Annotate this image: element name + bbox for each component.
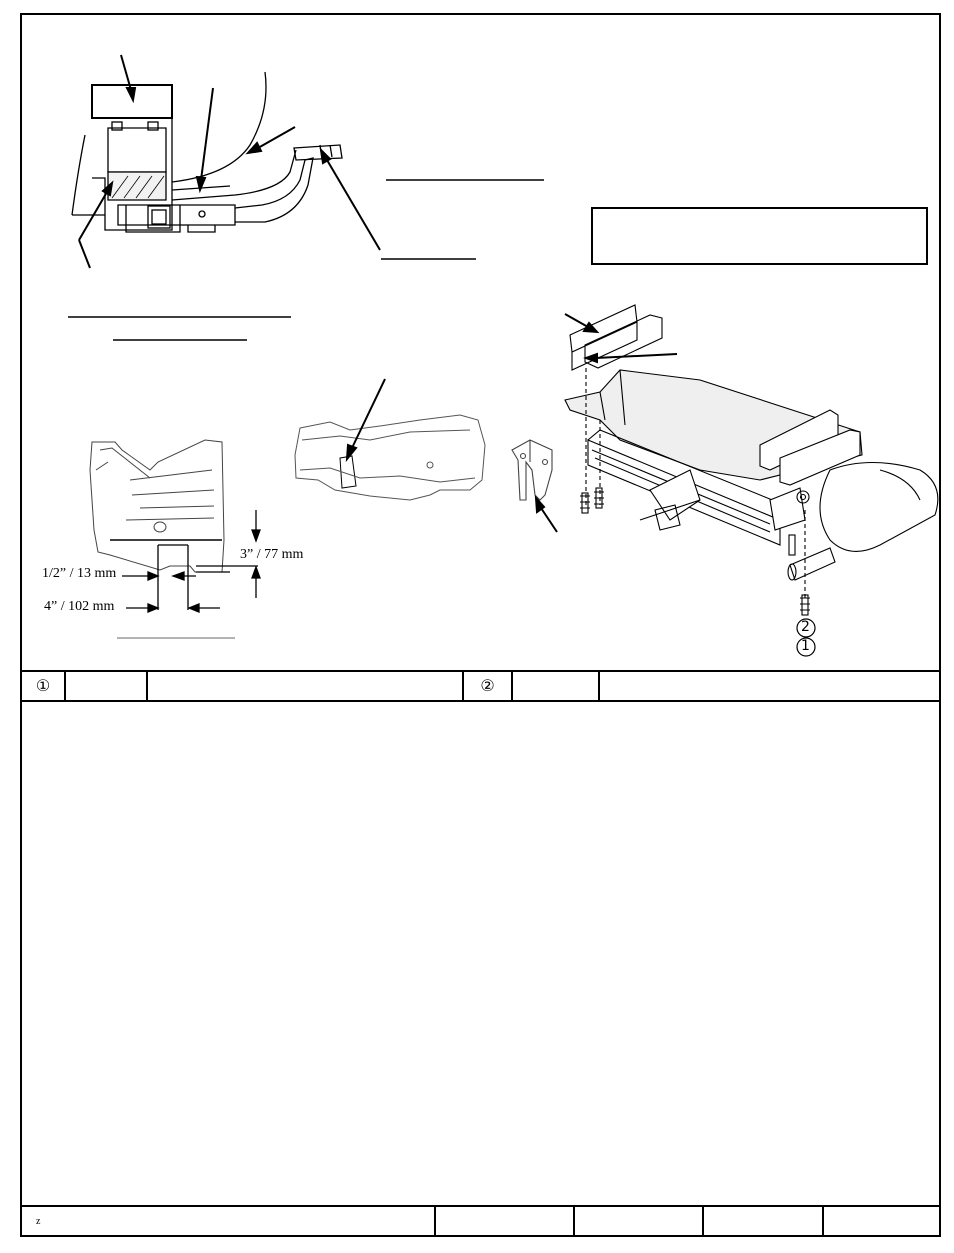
part-desc-2 — [599, 671, 940, 701]
bracket-drawing — [512, 440, 552, 500]
heat-shield-installed-drawing — [295, 415, 485, 500]
callout-2: 2 — [801, 619, 810, 635]
heat-shield-arrow — [347, 379, 385, 459]
dimension-height: 3” / 77 mm — [240, 547, 304, 562]
part-symbol-1: ① — [21, 671, 65, 701]
exhaust-detail-drawing — [72, 72, 342, 232]
footer-cell-5 — [823, 1206, 940, 1236]
parts-table — [20, 670, 941, 702]
part-desc-1 — [147, 671, 463, 701]
part-qty-2 — [512, 671, 599, 701]
footer-cell-1: z — [21, 1206, 435, 1236]
part-symbol-2: ② — [463, 671, 512, 701]
parts-row — [21, 671, 940, 701]
heat-shield-template-drawing — [90, 440, 258, 610]
dimension-small-gap: 1/2” / 13 mm — [42, 566, 117, 581]
dimension-width: 4” / 102 mm — [44, 599, 115, 614]
footer-row — [21, 1206, 940, 1236]
footer-cell-3 — [574, 1206, 703, 1236]
hitch-install-drawing — [565, 305, 938, 615]
footer-table — [20, 1205, 941, 1237]
footer-cell-4 — [703, 1206, 823, 1236]
exhaust-detail-arrows — [79, 55, 380, 268]
footer-cell-2 — [435, 1206, 574, 1236]
callout-1: 1 — [801, 638, 810, 654]
part-qty-1 — [65, 671, 147, 701]
note-box — [591, 207, 928, 265]
